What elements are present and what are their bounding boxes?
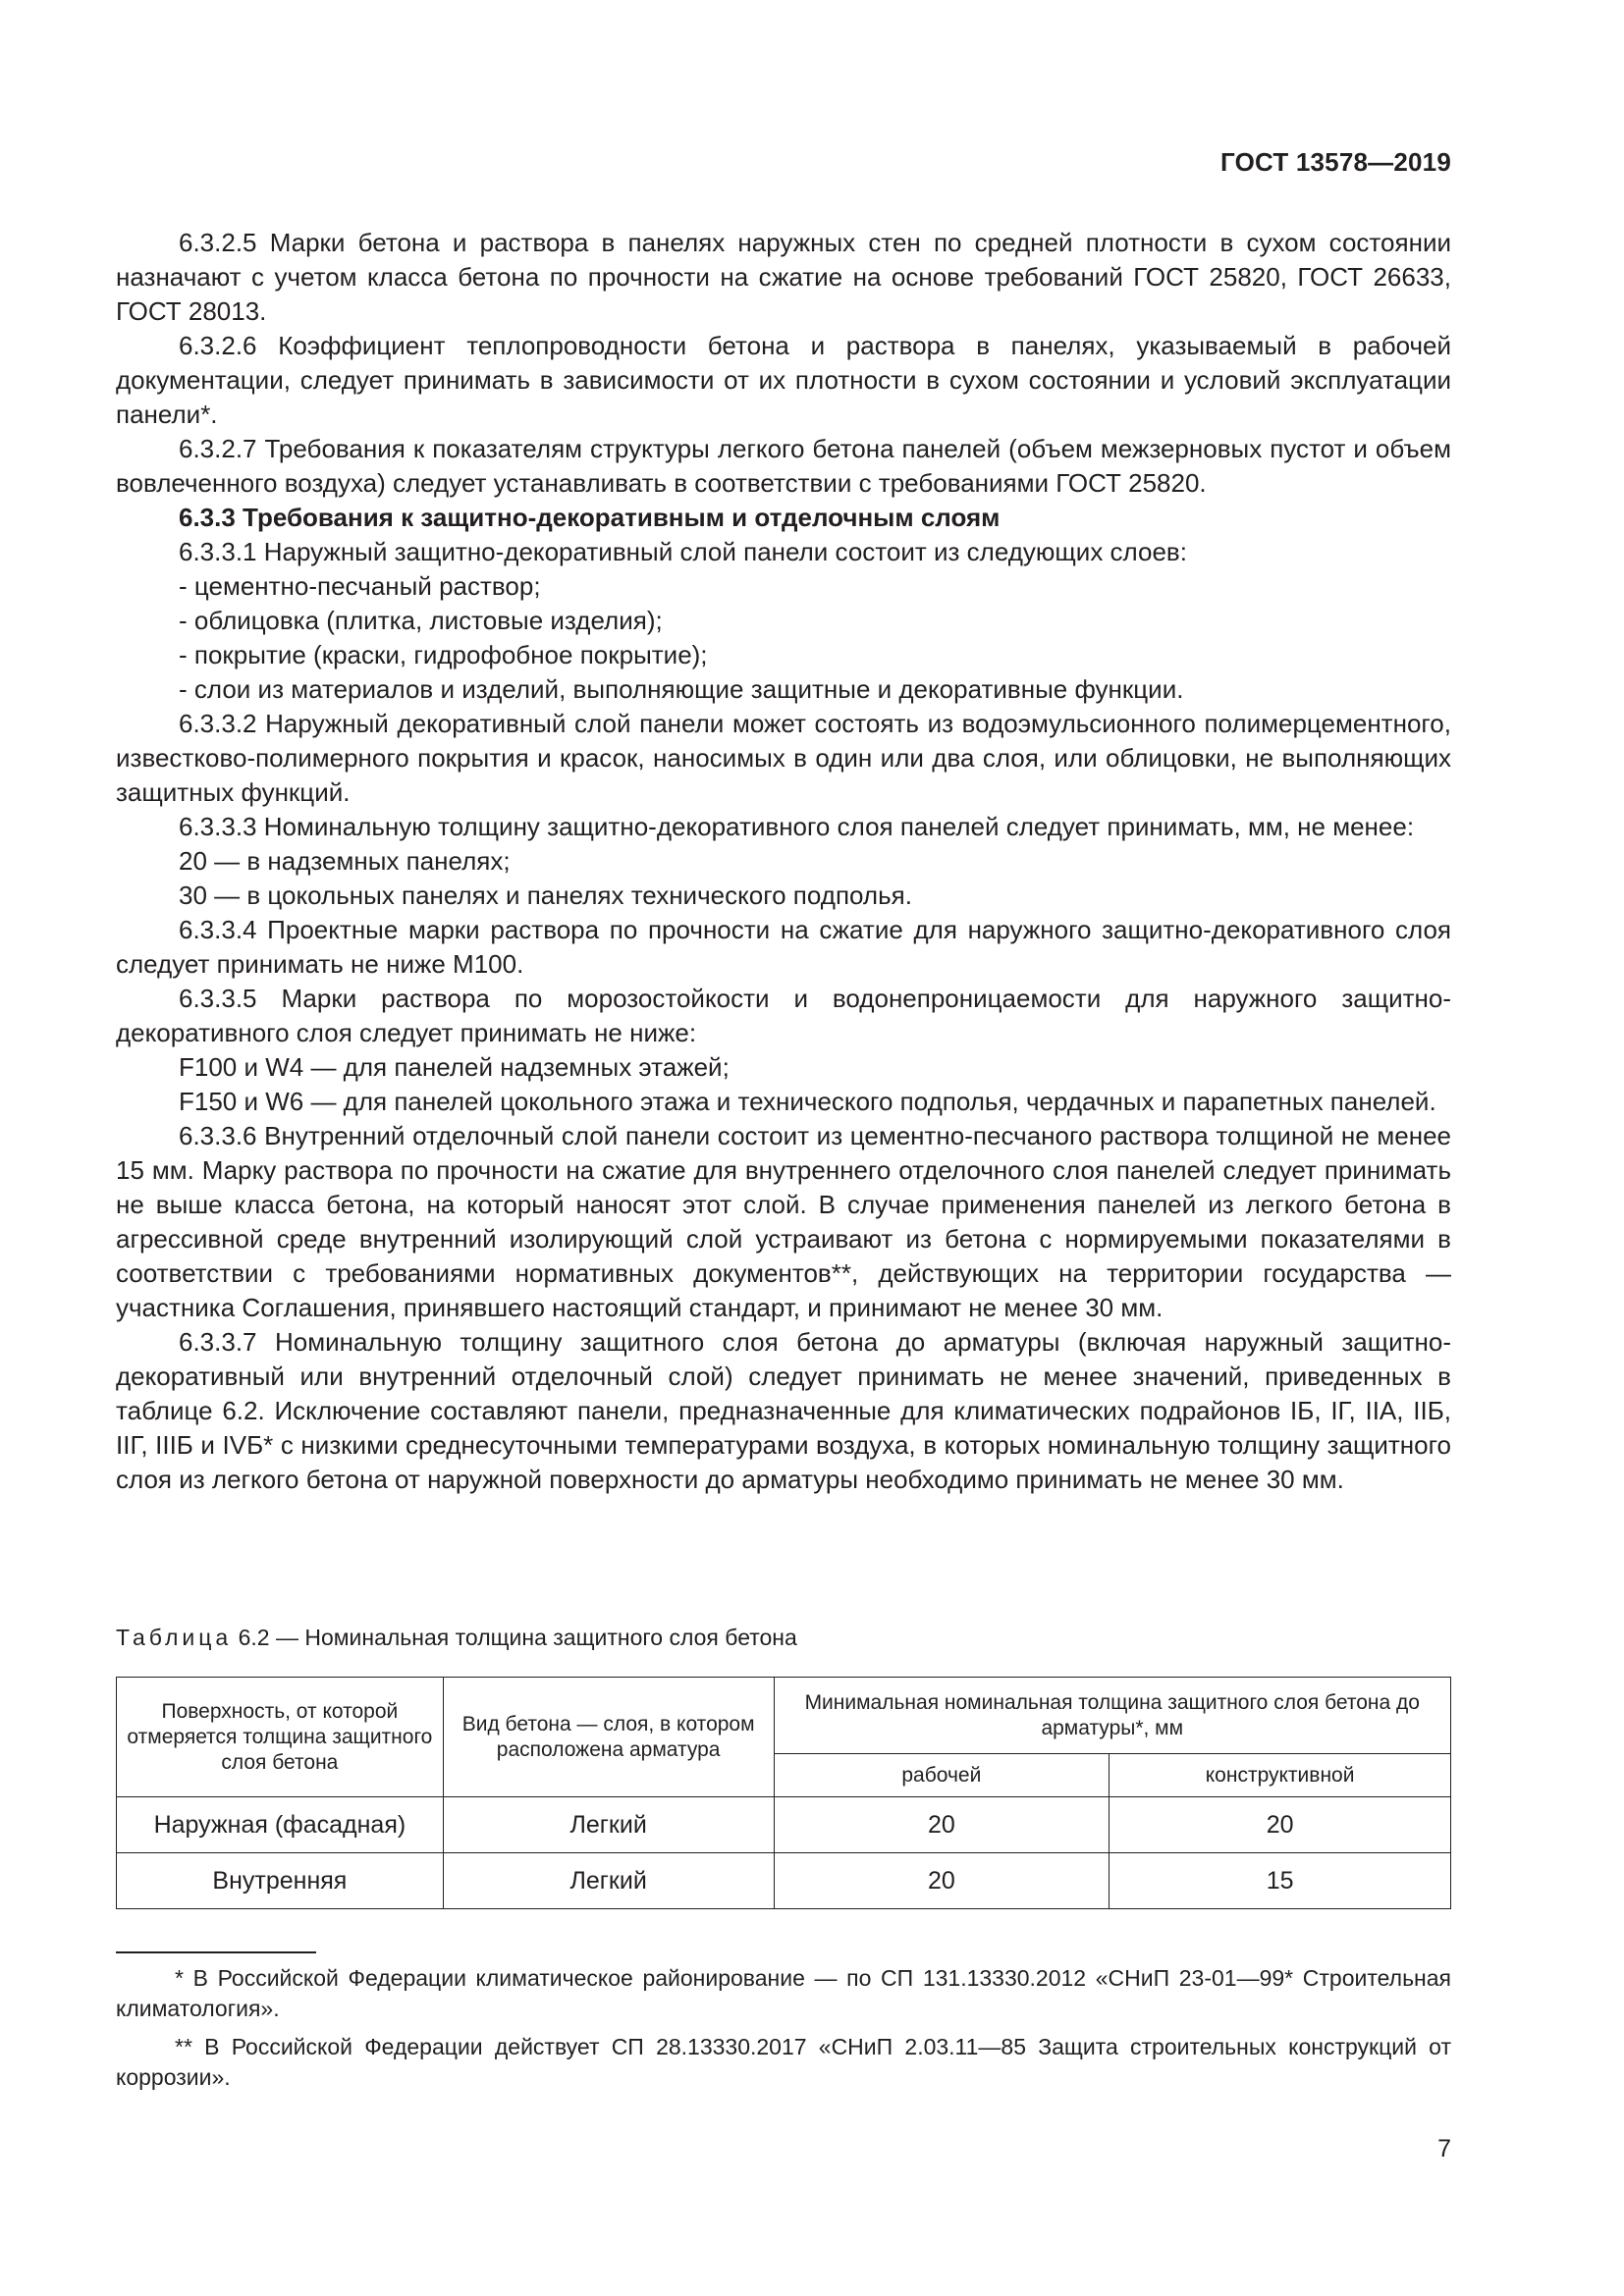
table-row (117, 1797, 1451, 1853)
paragraph-6-3-3-7: 6.3.3.7 Номинальную толщину защитного слоя бетона до арматуры (включая наружный защитно-декоративный или внутренний отделочный слой) следует принимать не менее значений, приведенных в таблице 6.2. Исключение составляют панели, предназначенные для климатических подрайонов IБ, IГ, IIА, IIБ, IIГ, IIIБ и IVБ* с низкими среднесуточными температурами воздуха, в которых номинальную толщину защитного слоя из легкого бетона от наружной поверхности до арматуры необходимо принимать не менее 30 мм. (116, 1327, 1451, 1494)
cell-surface: Внутренняя (117, 1853, 444, 1909)
document-page (116, 0, 1451, 2296)
column-header-structural: конструктивной (1110, 1754, 1451, 1797)
paragraph-6-3-3-6: 6.3.3.6 Внутренний отделочный слой панели состоит из цементно-песчаного раствора толщиной не менее 15 мм. Марку раствора по прочности на сжатие для внутреннего отделочного слоя панелей следует принимать не выше класса бетона, на который наносят этот слой. В случае применения панелей из легкого бетона в агрессивной среде внутренний изолирующий слой устраивают из бетона с нормируемыми показателями в соответствии с требованиями нормативных документов**, действующих на территории государства — участника Соглашения, принявшего настоящий стандарт, и принимают не менее 30 мм. (116, 1121, 1451, 1322)
column-header-concrete-type: Вид бетона — слоя, в котором расположена арматура (443, 1678, 774, 1797)
footnotes (116, 1963, 1451, 2101)
table-row (117, 1853, 1451, 1909)
cell-surface: Наружная (фасадная) (117, 1797, 444, 1853)
column-group-header-min-thickness: Минимальная номинальная толщина защитного слоя бетона до арматуры*, мм (774, 1678, 1450, 1754)
footnote-2: ** В Российской Федерации действует СП 28.13330.2017 «СНиП 2.03.11—85 Защита строительных конструкций от коррозии». (116, 2034, 1451, 2090)
paragraph-6-3-3-4: 6.3.3.4 Проектные марки раствора по прочности на сжатие для наружного защитно-декоративного слоя следует принимать не ниже М100. (116, 915, 1451, 979)
list-item: - слои из материалов и изделий, выполняющие защитные и декоративные функции. (179, 674, 1184, 704)
cell-working: 20 (774, 1853, 1110, 1909)
paragraph-6-3-2-5: 6.3.2.5 Марки бетона и раствора в панелях наружных стен по средней плотности в сухом состоянии назначают с учетом класса бетона по прочности на сжатие на основе требований ГОСТ 25820, ГОСТ 26633, ГОСТ 28013. (116, 228, 1451, 326)
document-code-header: ГОСТ 13578—2019 (1220, 147, 1451, 177)
paragraph-6-3-3-1: 6.3.3.1 Наружный защитно-декоративный слой панели состоит из следующих слоев: (179, 537, 1187, 566)
paragraph-6-3-3-3: 6.3.3.3 Номинальную толщину защитно-декоративного слоя панелей следует принимать, мм, не менее: (179, 812, 1415, 841)
paragraph-6-3-2-7: 6.3.2.7 Требования к показателям структуры легкого бетона панелей (объем межзерновых пустот и объем вовлеченного воздуха) следует устанавливать в соответствии с требованиями ГОСТ 25820. (116, 434, 1451, 498)
list-item: 30 — в цокольных панелях и панелях технического подполья. (179, 881, 912, 910)
body-text (116, 226, 1451, 1497)
list-item: - облицовка (плитка, листовые изделия); (179, 606, 663, 635)
table-caption-text: 6.2 — Номинальная толщина защитного слоя бетона (238, 1625, 797, 1650)
list-item: - покрытие (краски, гидрофобное покрытие); (179, 640, 708, 669)
paragraph-6-3-2-6: 6.3.2.6 Коэффициент теплопроводности бетона и раствора в панелях, указываемый в рабочей документации, следует принимать в зависимости от их плотности в сухом состоянии и условий эксплуатации панели*. (116, 331, 1451, 429)
list-item: - цементно-песчаный раствор; (179, 571, 541, 601)
cell-structural: 20 (1110, 1797, 1451, 1853)
footnote-separator (116, 1951, 316, 1953)
cell-working: 20 (774, 1797, 1110, 1853)
section-heading-6-3-3: 6.3.3 Требования к защитно-декоративным и отделочным слоям (179, 503, 1001, 532)
list-item: F100 и W4 — для панелей надземных этажей; (179, 1052, 730, 1082)
protective-layer-table (116, 1677, 1451, 1909)
paragraph-6-3-3-5: 6.3.3.5 Марки раствора по морозостойкости и водонепроницаемости для наружного защитно-декоративного слоя следует принимать не ниже: (116, 984, 1451, 1047)
paragraph-6-3-3-2: 6.3.3.2 Наружный декоративный слой панели может состоять из водоэмульсионного полимерцементного, известково-полимерного покрытия и красок, наносимых в один или два слоя, или облицовки, не выполняющих защитных функций. (116, 709, 1451, 807)
column-header-surface: Поверхность, от которой отмеряется толщина защитного слоя бетона (117, 1678, 444, 1797)
list-item: 20 — в надземных панелях; (179, 846, 511, 876)
cell-structural: 15 (1110, 1853, 1451, 1909)
footnote-1: * В Российской Федерации климатическое районирование — по СП 131.13330.2012 «СНиП 23-01—99* Строительная климатология». (116, 1965, 1451, 2021)
list-item: F150 и W6 — для панелей цокольного этажа и технического подполья, чердачных и парапетных панелей. (179, 1087, 1436, 1116)
table-caption (116, 1625, 797, 1651)
page-number: 7 (1437, 2135, 1451, 2163)
column-header-working: рабочей (774, 1754, 1110, 1797)
table-caption-label: Таблица (116, 1625, 233, 1650)
cell-concrete-type: Легкий (443, 1853, 774, 1909)
cell-concrete-type: Легкий (443, 1797, 774, 1853)
